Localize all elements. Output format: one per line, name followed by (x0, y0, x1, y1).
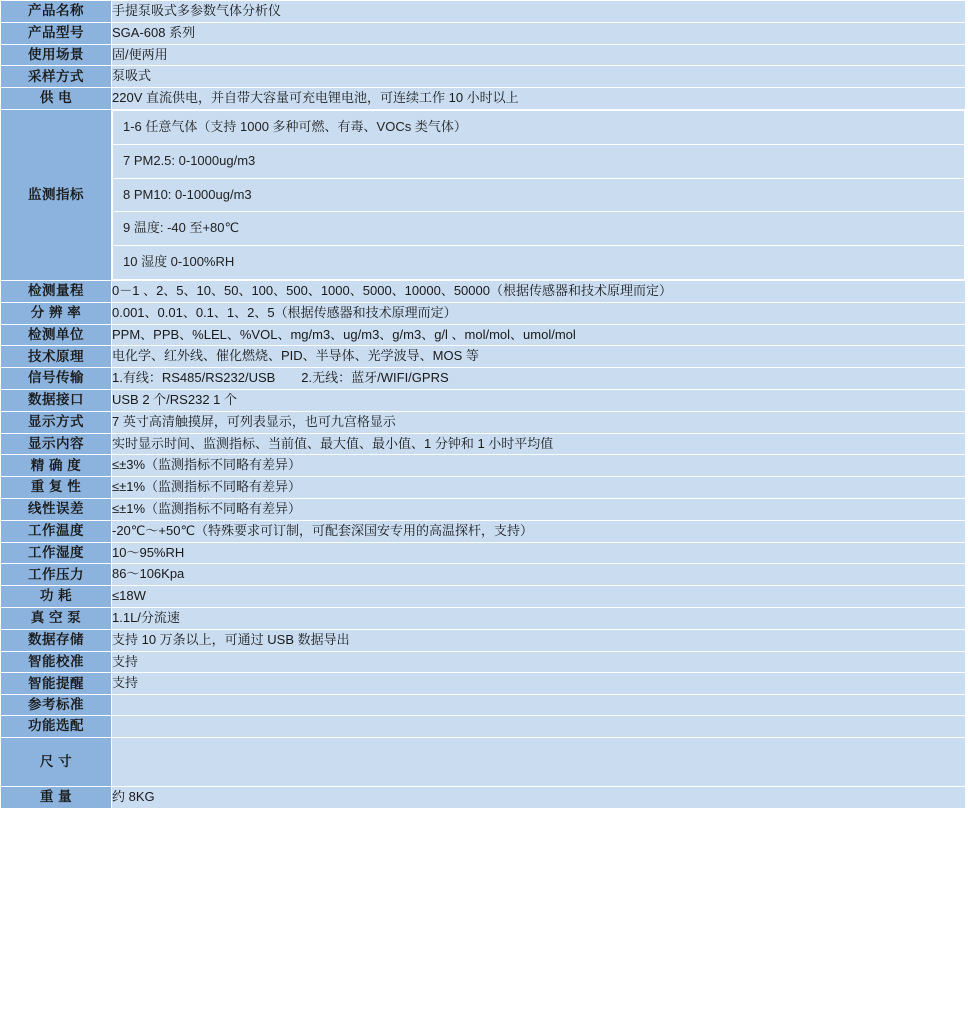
row-value (112, 695, 966, 716)
table-row (1, 411, 966, 433)
monitor-index-value: 8 PM10: 0-1000ug/m3 (113, 178, 965, 212)
table-row-standards (1, 716, 966, 737)
row-value: SGA-608 系列 (112, 22, 966, 44)
monitor-index-list (112, 110, 965, 280)
row-label (1, 808, 112, 809)
row-value: 220V 直流供电，并自带大容量可充电锂电池，可连续工作 10 小时以上 (112, 88, 966, 110)
row-label: 真 空 泵 (1, 607, 112, 629)
row-value: -20℃～+50℃（特殊要求可订制，可配套深国安专用的高温探杆，支持） (112, 520, 966, 542)
row-value-standards (112, 716, 966, 737)
row-label: 智能提醒 (1, 673, 112, 695)
monitor-index-value: 1-6 任意气体（支持 1000 多种可燃、有毒、VOCs 类气体） (113, 110, 965, 144)
row-value: 0－1 、2、5、10、50、100、500、1000、5000、10000、50000（根据传感器和技术原理而定） (112, 280, 966, 302)
row-label: 检测量程 (1, 280, 112, 302)
row-label: 工作湿度 (1, 542, 112, 564)
list-item (113, 110, 965, 144)
row-value-options (112, 737, 966, 786)
table-row (1, 498, 966, 520)
row-value: USB 2 个/RS232 1 个 (112, 389, 966, 411)
table-row (1, 389, 966, 411)
row-label: 工作压力 (1, 564, 112, 586)
row-label: 功能选配 (1, 716, 112, 737)
table-row (1, 564, 966, 586)
list-item (113, 144, 965, 178)
table-row (1, 346, 966, 368)
table-row (1, 629, 966, 651)
row-value (112, 808, 966, 809)
list-item (113, 178, 965, 212)
table-row (1, 88, 966, 110)
row-value: 约 8KG (112, 786, 966, 808)
table-row-options (1, 737, 966, 786)
row-label: 显示方式 (1, 411, 112, 433)
row-label: 采样方式 (1, 66, 112, 88)
table-row (1, 1, 966, 23)
row-label: 线性误差 (1, 498, 112, 520)
row-value: PPM、PPB、%LEL、%VOL、mg/m3、ug/m3、g/m3、g/l 、mol/mol、umol/mol (112, 324, 966, 346)
list-item (113, 212, 965, 246)
table-row-monitor-index (1, 109, 966, 280)
table-row (1, 44, 966, 66)
table-row (1, 324, 966, 346)
row-label: 数据存储 (1, 629, 112, 651)
row-label: 产品名称 (1, 1, 112, 23)
option-item (112, 738, 965, 762)
row-label: 产品型号 (1, 22, 112, 44)
row-value: 固/便两用 (112, 44, 966, 66)
table-row (1, 520, 966, 542)
row-value: 实时显示时间、监测指标、当前值、最大值、最小值、1 分钟和 1 小时平均值 (112, 433, 966, 455)
row-label: 显示内容 (1, 433, 112, 455)
row-value: 手提泵吸式多参数气体分析仪 (112, 1, 966, 23)
row-value-group (112, 109, 966, 280)
monitor-index-value: 7 PM2.5: 0-1000ug/m3 (113, 144, 965, 178)
table-row (1, 586, 966, 608)
row-value: 86～106Kpa (112, 564, 966, 586)
monitor-index-value: 9 温度: -40 至+80℃ (113, 212, 965, 246)
row-label: 使用场景 (1, 44, 112, 66)
row-label: 重 复 性 (1, 477, 112, 499)
row-value: 10～95%RH (112, 542, 966, 564)
table-row (1, 695, 966, 716)
row-value: 0.001、0.01、0.1、1、2、5（根据传感器和技术原理而定） (112, 302, 966, 324)
row-label: 工作温度 (1, 520, 112, 542)
row-value: ≤18W (112, 586, 966, 608)
table-row (1, 302, 966, 324)
monitor-index-value: 10 湿度 0-100%RH (113, 246, 965, 280)
row-label: 检测单位 (1, 324, 112, 346)
row-value: 1.有线：RS485/RS232/USB 2.无线：蓝牙/WIFI/GPRS (112, 368, 966, 390)
list-item (113, 246, 965, 280)
row-value: ≤±3%（监测指标不同略有差异） (112, 455, 966, 477)
table-row (1, 808, 966, 809)
table-row (1, 433, 966, 455)
table-row (1, 786, 966, 808)
table-row (1, 673, 966, 695)
table-row (1, 607, 966, 629)
option-item (112, 762, 965, 786)
row-label: 供 电 (1, 88, 112, 110)
table-row (1, 280, 966, 302)
row-label: 分 辨 率 (1, 302, 112, 324)
table-row (1, 455, 966, 477)
table-row (1, 542, 966, 564)
row-value: 电化学、红外线、催化燃烧、PID、半导体、光学波导、MOS 等 (112, 346, 966, 368)
row-label: 精 确 度 (1, 455, 112, 477)
row-label: 智能校准 (1, 651, 112, 673)
table-row (1, 477, 966, 499)
row-label: 功 耗 (1, 586, 112, 608)
row-value: 支持 10 万条以上，可通过 USB 数据导出 (112, 629, 966, 651)
row-value: ≤±1%（监测指标不同略有差异） (112, 477, 966, 499)
table-row (1, 66, 966, 88)
row-value: 泵吸式 (112, 66, 966, 88)
row-label: 信号传输 (1, 368, 112, 390)
row-value: ≤±1%（监测指标不同略有差异） (112, 498, 966, 520)
row-value: 7 英寸高清触摸屏，可列表显示，也可九宫格显示 (112, 411, 966, 433)
row-value: 支持 (112, 673, 966, 695)
row-label: 重 量 (1, 786, 112, 808)
table-row (1, 368, 966, 390)
row-label: 数据接口 (1, 389, 112, 411)
row-label: 参考标准 (1, 695, 112, 716)
table-row (1, 651, 966, 673)
row-label: 尺 寸 (1, 737, 112, 786)
table-row (1, 22, 966, 44)
row-label: 技术原理 (1, 346, 112, 368)
row-label: 监测指标 (1, 109, 112, 280)
row-value: 1.1L/分流速 (112, 607, 966, 629)
row-value: 支持 (112, 651, 966, 673)
